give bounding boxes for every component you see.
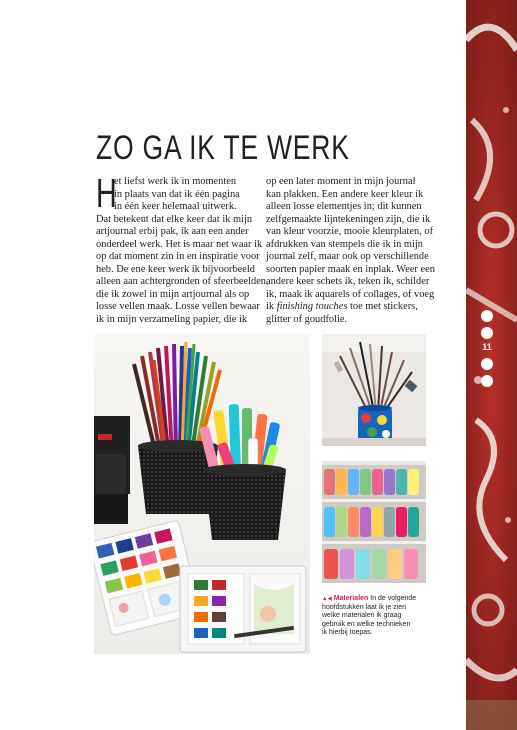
body-line: in één keer helemaal uitwerk.	[114, 201, 237, 212]
article-title: ZO GA IK TE WERK	[96, 129, 350, 167]
body-line: afdrukken van stempels die ik in mijn	[266, 238, 423, 250]
body-line: losse vellen maak. Losse vellen bewaar	[96, 301, 260, 312]
body-line: et liefst werk ik in momenten	[114, 176, 237, 187]
page-number: 11	[482, 342, 492, 352]
patterned-cup	[358, 405, 392, 442]
body-line: alleen aan achtergronden of sfeerbeelden,	[96, 276, 269, 287]
body-line: kan plakken. Een andere keer kleur ik	[266, 188, 424, 200]
page-dot-icon	[481, 375, 493, 387]
body-line: van kleur voorzie, mooie kleurplaten, of	[266, 226, 434, 237]
body-line	[266, 301, 426, 314]
italic-phrase: finishing touches	[276, 301, 348, 312]
caption-line: ik hierbij toepas.	[322, 629, 373, 637]
body-line: op dat moment zin in en inspiratie voor	[96, 251, 260, 262]
body-line: ik, maak ik aquarels of collages, of voeg	[266, 288, 435, 300]
body-column-left	[96, 170, 269, 326]
body-line: onderdeel werk. Het is maar net waar ik	[96, 238, 263, 250]
caption-line: In de volgende	[368, 595, 417, 602]
main-photo-illustration	[94, 334, 310, 654]
washi-tape-photo	[322, 461, 426, 583]
washi-illustration	[322, 461, 426, 583]
body-line: glitter of goudfolie.	[266, 313, 348, 325]
page-dot-icon	[481, 310, 493, 322]
brushes-illustration	[322, 334, 426, 446]
page-dot-icon	[481, 358, 493, 370]
page-dot-icon	[481, 327, 493, 339]
body-line: die ik zowel in mijn artjournal als op	[96, 288, 250, 300]
watercolor-palette-right	[180, 566, 306, 652]
marker-holder	[204, 470, 286, 540]
body-line: Dat betekent dat elke keer dat ik mijn	[96, 213, 253, 225]
body-line: alleen losse elementjes in; dit kunnen	[266, 201, 422, 212]
body-line: andere keer schets ik, teken ik, schilder	[266, 276, 430, 287]
drop-cap: H	[96, 170, 117, 216]
body-line-suffix: toe met stickers,	[347, 301, 418, 312]
body-line: ik in mijn verzameling papier, die ik	[96, 313, 248, 325]
body-line: journal zelf, maar ook op verschillende	[266, 251, 429, 262]
body-line: in plaats van dat ik één pagina	[114, 188, 240, 200]
caption-lead: Materialen	[333, 595, 369, 602]
body-line-prefix: ik	[266, 301, 277, 312]
body-line: artjournal erbij pak, ik aan een ander	[96, 226, 249, 237]
body-column-right	[266, 176, 435, 326]
body-line: zelfgemaakte lijntekeningen zijn, die ik	[266, 213, 431, 225]
photo-caption	[322, 595, 432, 638]
brushes-in-cup-photo	[322, 334, 426, 446]
caption-line: hoofdstukken laat ik je zien	[322, 603, 407, 611]
body-line: soorten papier maak en inplak. Weer een	[266, 263, 435, 275]
pencils-markers-watercolors-photo	[94, 334, 310, 654]
body-line: heb. De ene keer werk ik bijvoorbeeld	[96, 263, 255, 275]
caption-line: welke materialen ik graag	[322, 612, 402, 620]
caption-arrow-icon: ▲◀	[322, 596, 332, 602]
body-line: op een later moment in mijn journal	[266, 176, 416, 187]
caption-line: gebruik en welke technieken	[322, 620, 411, 628]
